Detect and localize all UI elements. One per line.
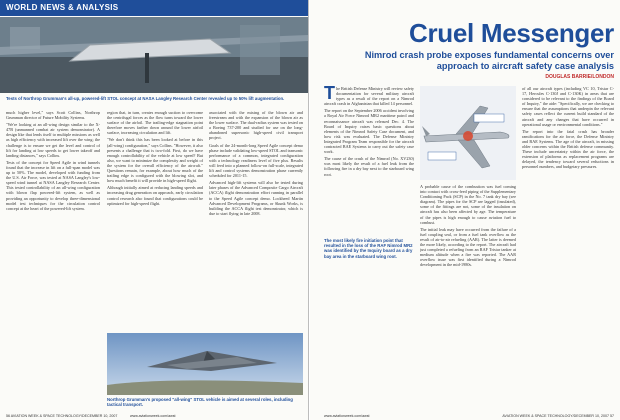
paragraph: Advanced high-lift systems will also be tested during later phases of the Advanced Composite Cargo Aircraft (ACCA) flight demonstration effort running in parallel to the Speed Agile concept demo. Lockheed Martin Advanced Development Programs, or Skunk Works, is building the ACCA flight test demonstrator, which is due to start flying in late 2008. bbox=[209, 180, 303, 216]
drop-cap: T bbox=[324, 86, 335, 103]
right-page bbox=[310, 0, 620, 420]
section-tab: WORLD NEWS & ANALYSIS bbox=[0, 0, 309, 16]
nimrod-diagram bbox=[420, 86, 516, 180]
paragraph bbox=[324, 86, 414, 106]
paragraph: much higher level," says Scott Collins, Northrop Grumman director of Future Mobility Systems. bbox=[6, 110, 100, 121]
diagram-caption: The most likely fire initiation point that resulted in the loss of the RAF Nimrod MR2 was identified by the Inquiry board as a dry bay area in the starboard wing root. bbox=[324, 238, 413, 259]
right-column-3 bbox=[522, 86, 614, 408]
top-photo-caption: Tests of Northrop Grumman's all-up, powered-lift STOL concept at NASA Langley Research Center revealed up to 50% lift augmentation. bbox=[6, 96, 285, 101]
left-column-3 bbox=[209, 110, 303, 330]
left-footer bbox=[0, 412, 308, 420]
footer-issue-right: AVIATION WEEK & SPACE TECHNOLOGY/DECEMBER 10, 2007 57 bbox=[502, 414, 614, 418]
paragraph: associated with the mixing of the blown air and freestream and with the expansion of the blown air as the lower surface. The dual-radius system was tested on a Boeing 737-200 and studied for use on the long-abandoned supersonic high-speed civil transport project. bbox=[209, 110, 303, 141]
right-column-1 bbox=[324, 86, 414, 236]
paragraph: The report on the September 2006 accident involving a Royal Air Force Nimrod MR2 maritime patrol and reconnaissance aircraft was released Dec. 4. The Board of Inquiry raises basic questions about elements of the Nimrod Safety Case document, and how risk was evaluated. The Defense Ministry Integrated Program Team responsible for the aircraft contracted BAE Systems to carry out the safety case work. bbox=[324, 108, 414, 155]
footer-issue-left: 56 AVIATION WEEK & SPACE TECHNOLOGY/DECEMBER 10, 2007 bbox=[6, 414, 118, 418]
left-column-2 bbox=[107, 110, 203, 330]
paragraph: The cause of the crash of the Nimrod (No. XV230) was most likely the result of a fuel leak from the following fire in a dry bay next to the starboard wing root. bbox=[324, 156, 414, 177]
paragraph: Tests of the concept for Speed Agile in wind tunnels found that the increase in lift on a full-span model was up to 50%. The model, developed with funding from the U.S. Air Force, was tested at NASA Langley's low-speed wind tunnel at NASA Langley Research Center. This tested controllability of an all-wing configuration with blown flap powered-lift system, as well as providing an opportunity to develop three-dimensional model test techniques for the circulation control concept at the heart of the powered-lift system. bbox=[6, 159, 100, 211]
footer-url-right[interactable]: www.aviationweek.com/awst bbox=[324, 414, 370, 418]
lead-text: he British Defense Ministry will review safety documentation for several military aircraft types as a result of the report on a Nimrod aircraft crash in Afghanistan that killed 14 personnel. bbox=[324, 86, 414, 107]
wind-tunnel-photo bbox=[0, 17, 309, 93]
paragraph: A probable cause of the combustion was fuel coming into contact with cross-feed piping of the Supplementary Conditioning Pack (SCP) in the No. 7 tank dry bay (see diagram). The pipes for the SCP are lagged (insulated), some of the fittings are not, some of the insulation on aircraft has also been affected by age. The temperature of the pipes is high enough to cause aviation fuel to combust. bbox=[420, 184, 516, 225]
right-footer bbox=[310, 412, 620, 420]
paragraph: Although initially aimed at reducing landing speeds and increasing drag generation on approach, early circulation control research also found that configurations could be optimized for high-speed flight. bbox=[107, 185, 203, 206]
deck: Nimrod crash probe exposes fundamental concerns over approach to aircraft safety case analysis bbox=[364, 50, 614, 71]
paragraph: The initial leak may have occurred from the failure of a fuel coupling seal, or from a fuel tank overflow as the result of air-to-air refueling (AAR). The latter is deemed the more likely, according to the report. The aircraft had just completed a refueling from an RAF Tristar tanker at medium altitude when a fire was reported. The AAR overflow issue was first identified during a Nimrod development in the mid-1980s. bbox=[420, 226, 516, 268]
footer-url-left[interactable]: www.aviationweek.com/awst bbox=[130, 414, 176, 418]
right-column-2 bbox=[420, 184, 516, 408]
paragraph: of all our aircraft types (including VC 10, Tristar C-17, Hercules C-130J and C-130K) in areas that are considered to be relevant to the findings of the Board of Inquiry," the aide: "Specifically, we are checking to ensure that the assumptions that underpin the relevant safety cases reflect the current build standard of the aircraft and any changes that have occurred in operational usage or environmental conditions." bbox=[522, 86, 614, 127]
bottom-photo-caption: Northrop Grumman's proposed "all-wing" STOL vehicle is aimed at several roles, including tactical transport. bbox=[107, 397, 293, 408]
headline: Cruel Messenger bbox=[408, 18, 614, 48]
stol-aircraft-render bbox=[107, 333, 303, 395]
left-column-1 bbox=[6, 110, 100, 410]
paragraph: Goals of the 24-month-long Speed Agile concept demo phase include validating low-speed STOL and transonic performance of a common, integrated configuration with a technology readiness level of five plus. Results will feed into a planned follow-on full-scale, integrated lift and control systems demonstration phase currently scheduled for 2011-15. bbox=[209, 142, 303, 179]
byline: DOUGLAS BARRIE/LONDON bbox=[545, 74, 614, 80]
paragraph: region that, in turn, creates enough suction to overcome the centrifugal forces as the flow turns toward the lower surface of the airfoil. The trailing-edge stagnation point therefore moves farther down around the lower airfoil surface, increasing circulation and lift. bbox=[107, 110, 203, 136]
paragraph: "We're looking at an all-wing design similar to the X-47B (unmanned combat air system demonstrator). A design like that lends itself to multiple missions as well as high efficiency with increased lift over the wing; the challenge is to ensure we get the level and control of lift for landing at low speeds to get lower takeoff and landing distances," says Collins. bbox=[6, 122, 100, 158]
paragraph: The report into the fatal crash has broader ramifications for the air force, the Defense Ministry and BAE Systems. The age of the aircraft, in missing older concerns within the British defense community. These include uncertainty within the air force, the extension of platforms as replacement programs are delayed, the tendency toward several reductions in personnel numbers, and budgetary pressures. bbox=[522, 128, 614, 170]
left-page bbox=[0, 0, 309, 420]
paragraph: "We don't think this has been looked at before in this (all-wing) configuration," says Collins. "However, it also presents a challenge that is two-fold. First, do we have enough controllability of the vehicle at low speed? But also, we want to minimize the complexity and weight of the system for the overall efficiency of the aircraft." Questions remain, for example, about how much of the trailing edge is configured with the blowing slot, and how much benefit it will provide in high-speed flight. bbox=[107, 137, 203, 184]
